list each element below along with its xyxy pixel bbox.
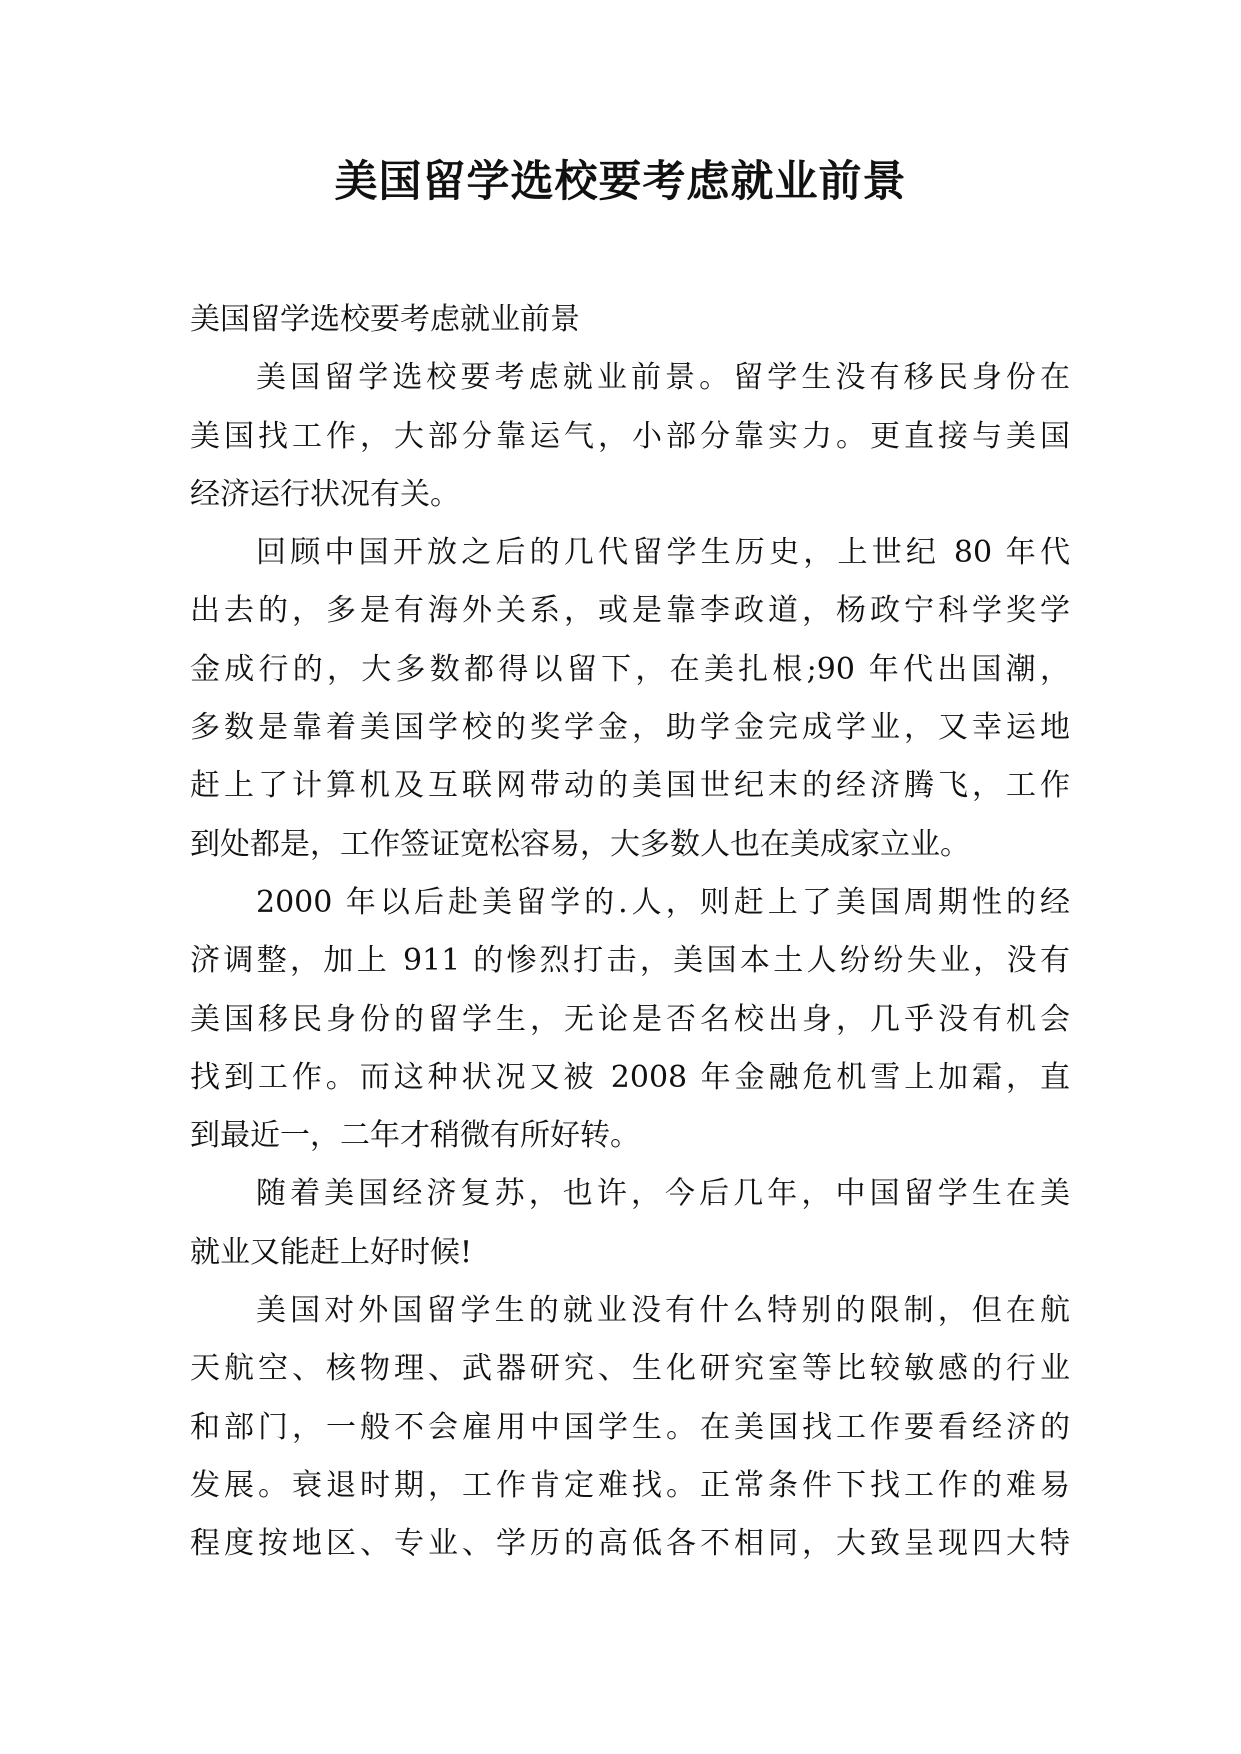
paragraph-line: 和部门，一般不会雇用中国学生。在美国找工作要看经济的	[190, 1409, 1070, 1445]
paragraph-line: 多数是靠着美国学校的奖学金，助学金完成学业，又幸运地	[190, 710, 1070, 746]
paragraph-line: 到处都是，工作签证宽松容易，大多数人也在美成家立业。	[190, 826, 970, 862]
paragraph-line: 2000 年以后赴美留学的.人，则赶上了美国周期性的经	[256, 884, 1070, 920]
paragraph-line: 发展。衰退时期，工作肯定难找。正常条件下找工作的难易	[190, 1467, 1070, 1503]
paragraph-line: 随着美国经济复苏，也许，今后几年，中国留学生在美	[256, 1176, 1070, 1212]
paragraph-line: 出去的，多是有海外关系，或是靠李政道，杨政宁科学奖学	[190, 593, 1070, 629]
paragraph-line: 赶上了计算机及互联网带动的美国世纪末的经济腾飞，工作	[190, 768, 1070, 804]
paragraph-line: 回顾中国开放之后的几代留学生历史，上世纪 80 年代	[256, 535, 1070, 571]
document-body	[190, 291, 1070, 1574]
paragraph-line: 美国找工作，大部分靠运气，小部分靠实力。更直接与美国	[190, 418, 1070, 454]
document-title: 美国留学选校要考虑就业前景	[334, 157, 907, 207]
paragraph-line: 程度按地区、专业、学历的高低各不相同，大致呈现四大特	[190, 1526, 1070, 1562]
paragraph-line: 济调整，加上 911 的惨烈打击，美国本土人纷纷失业，没有	[190, 943, 1070, 979]
paragraph-line: 天航空、核物理、武器研究、生化研究室等比较敏感的行业	[190, 1351, 1070, 1387]
paragraph-line: 到最近一，二年才稍微有所好转。	[190, 1118, 640, 1154]
paragraph-line: 就业又能赶上好时候!	[190, 1234, 473, 1270]
paragraph-line: 经济运行状况有关。	[190, 476, 460, 512]
paragraph-line: 金成行的，大多数都得以留下，在美扎根;90 年代出国潮，	[190, 651, 1070, 687]
subtitle-line: 美国留学选校要考虑就业前景	[190, 302, 580, 337]
paragraph-line: 美国留学选校要考虑就业前景。留学生没有移民身份在	[256, 360, 1070, 396]
paragraph-line: 美国对外国留学生的就业没有什么特别的限制，但在航	[256, 1293, 1070, 1329]
paragraph-line: 美国移民身份的留学生，无论是否名校出身，几乎没有机会	[190, 1001, 1070, 1037]
paragraph-line: 找到工作。而这种状况又被 2008 年金融危机雪上加霜，直	[190, 1059, 1070, 1095]
